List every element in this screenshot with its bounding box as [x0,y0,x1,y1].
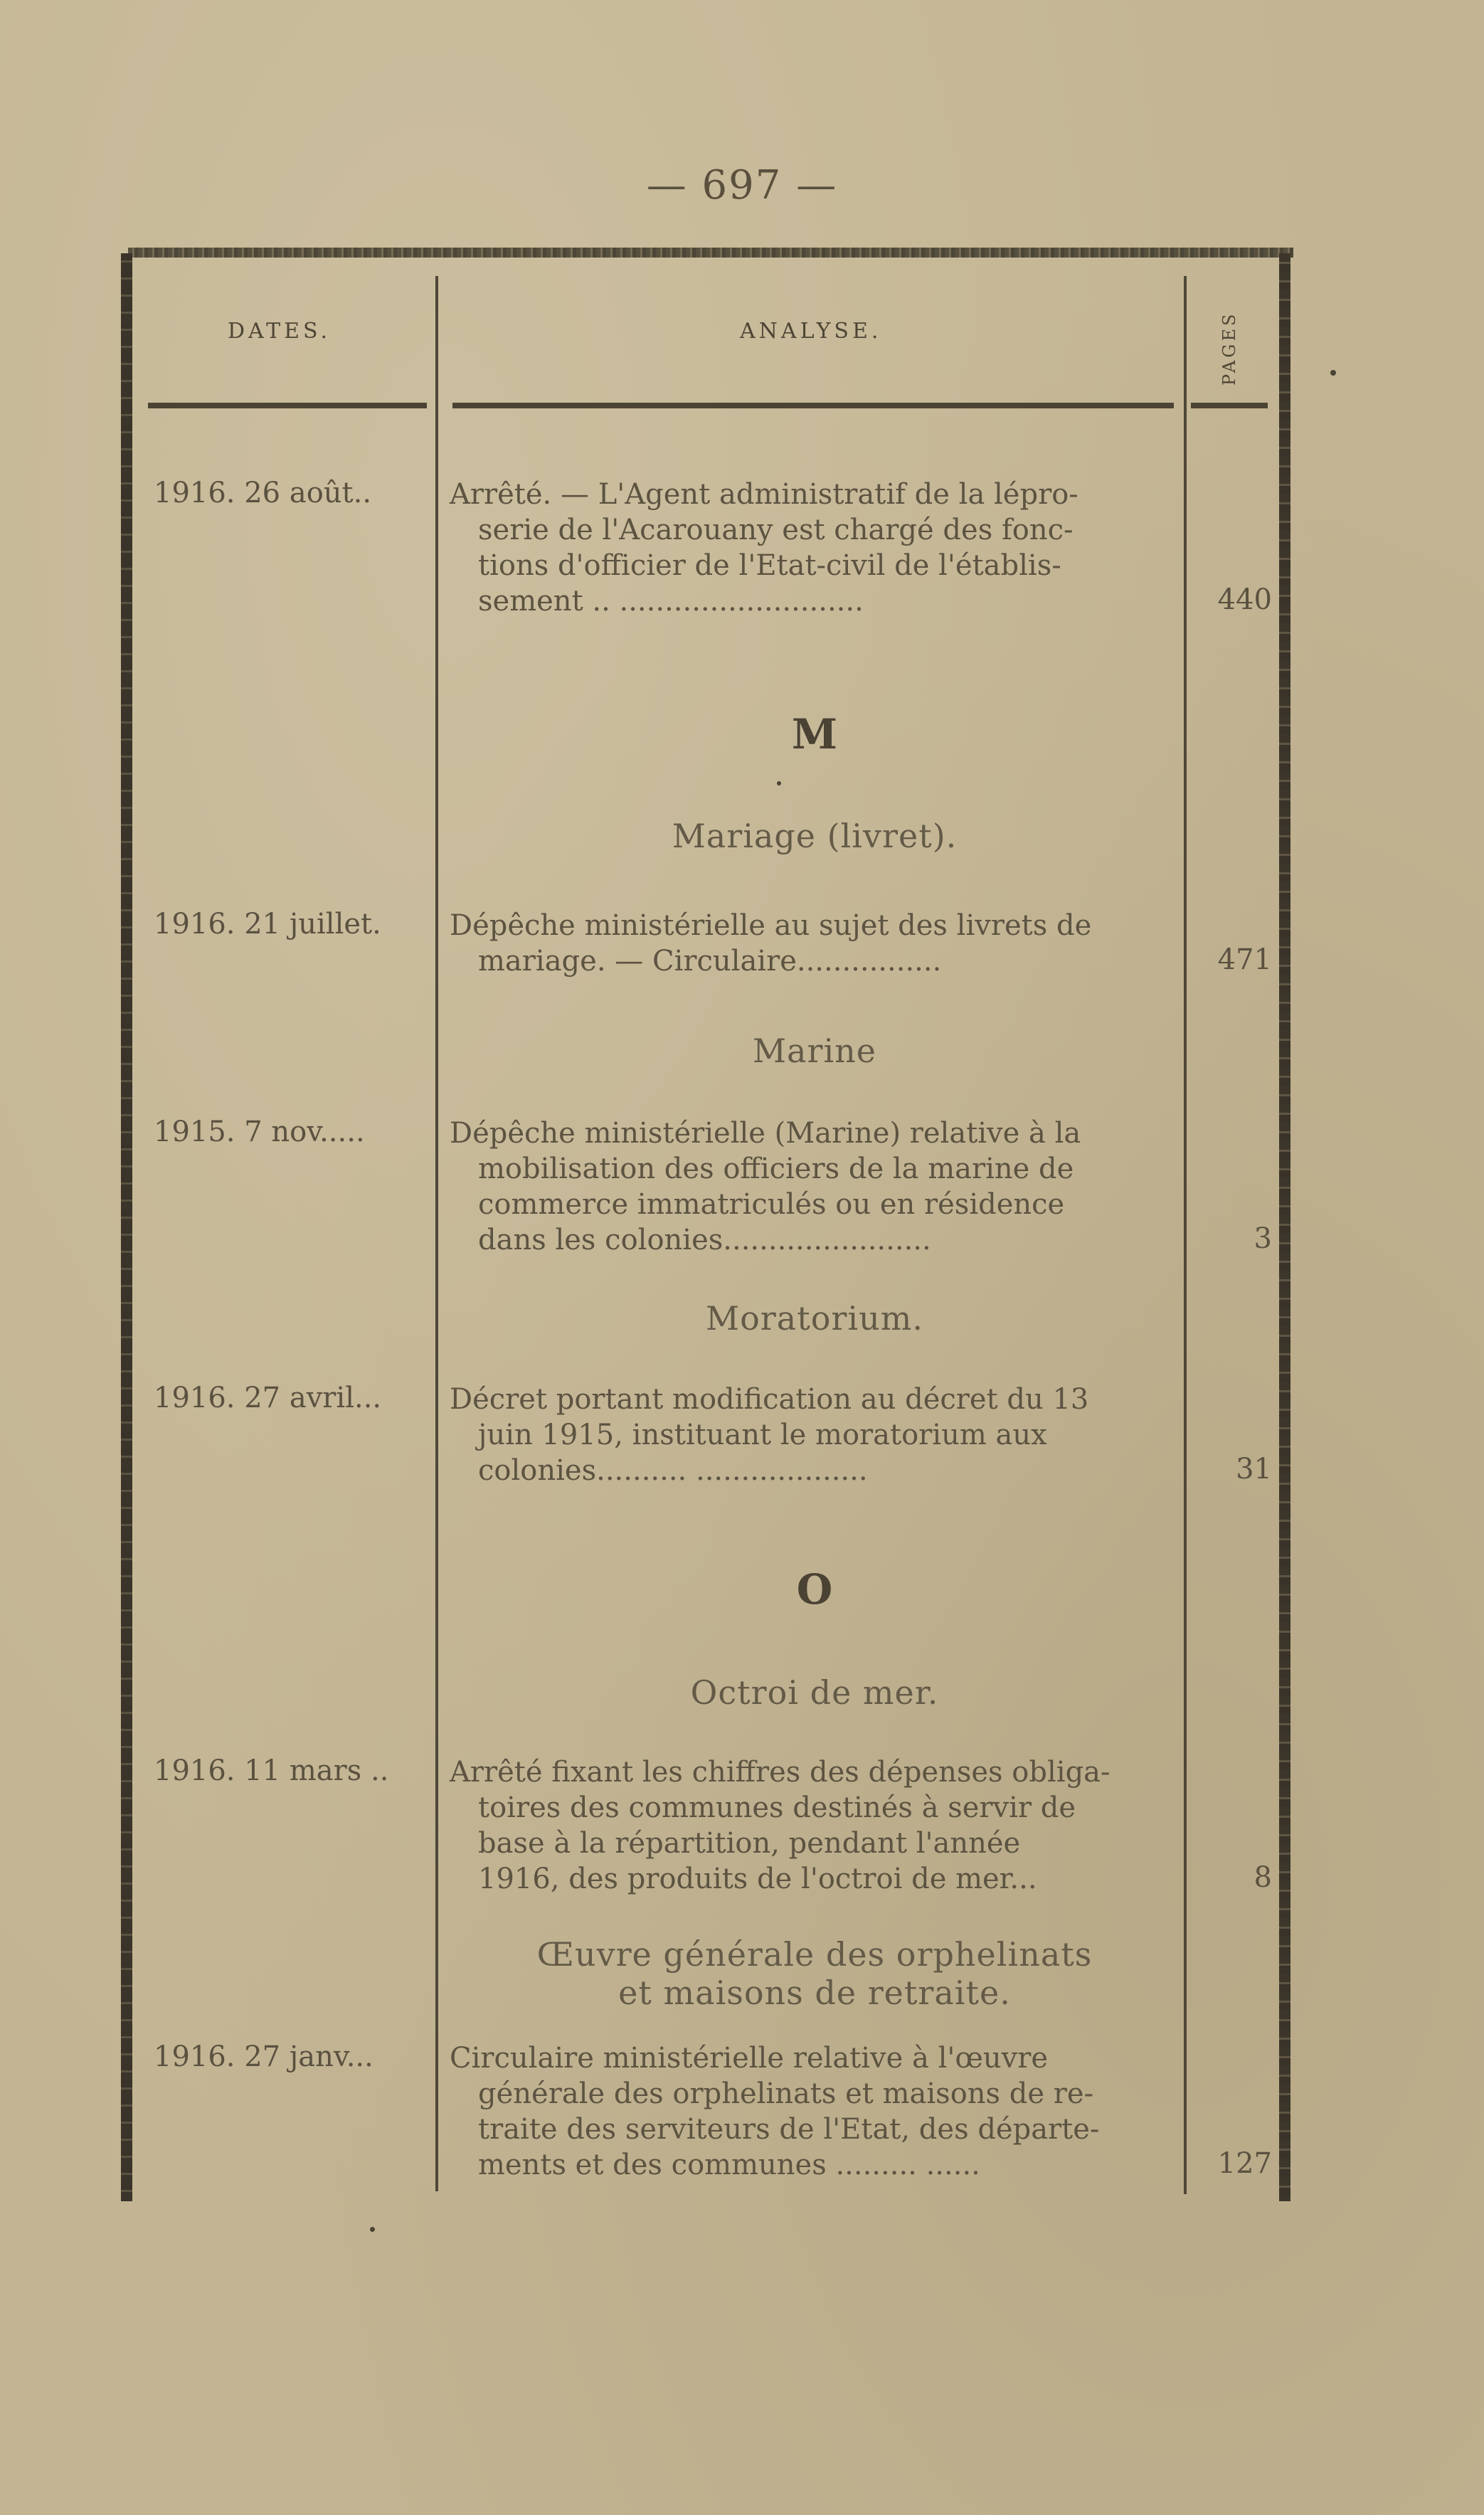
section-title-octroi: Octroi de mer. [690,1673,939,1712]
entry-date: 1916. 26 août.. [154,477,372,509]
header-rule-dates [148,403,427,408]
right-border [1279,253,1290,2201]
entry-analysis [450,1116,1177,1258]
entry-analysis [450,1754,1177,1897]
entry-line: toires des communes destinés à servir de [478,1791,1076,1824]
entry-line: mobilisation des officiers de la marine de [478,1153,1074,1185]
entry-line: commerce immatriculés ou en résidence [478,1188,1065,1221]
section-title-oeuvre [455,1935,1174,2012]
entry-page: 3 [1254,1222,1272,1255]
entry-page: 31 [1236,1453,1272,1486]
entry-line: dans les colonies....................... [478,1224,931,1256]
section-title-mariage: Mariage (livret). [672,817,958,855]
left-border [121,253,132,2201]
section-letter-m: M [791,710,838,758]
section-title-moratorium: Moratorium. [706,1299,923,1338]
entry-analysis [450,2040,1177,2183]
column-header-dates: DATES. [228,319,332,344]
section-title-oeuvre-line2: et maisons de retraite. [618,1974,1011,2012]
column-header-pages-label: PAGES [1219,311,1239,386]
entry-line: générale des orphelinats et maisons de re- [478,2077,1094,2110]
entry-date: 1916. 11 mars .. [154,1754,389,1787]
entry-line: serie de l'Acarouany est chargé des fonc- [478,514,1074,546]
entry-line: Dépêche ministérielle (Marine) relative à la [450,1117,1081,1150]
header-rule-pages [1191,403,1268,408]
entry-analysis [450,1382,1177,1488]
entry-line: tions d'officier de l'Etat-civil de l'établis- [478,549,1061,582]
page-number: — 697 — [646,162,838,208]
index-table [121,248,1293,2201]
paper-speck [777,781,781,785]
entry-line: ments et des communes ......... ...... [478,2149,980,2181]
entry-line: sement .. ........................... [478,585,864,618]
column-divider-dates [435,276,438,2191]
entry-line: traite des serviteurs de l'Etat, des départe- [478,2113,1100,2146]
paper-speck [1330,370,1336,376]
entry-line: Arrêté. — L'Agent administratif de la lépro- [450,478,1078,511]
entry-line: 1916, des produits de l'octroi de mer... [478,1863,1037,1895]
top-rule [128,248,1293,258]
entry-line: juin 1915, instituant le moratorium aux [478,1419,1047,1451]
paper-speck [370,2227,375,2232]
entry-page: 8 [1254,1861,1272,1894]
entry-line: base à la répartition, pendant l'année [478,1827,1021,1860]
column-header-analyse: ANALYSE. [740,319,882,344]
entry-line: Décret portant modification au décret du 13 [450,1383,1089,1416]
entry-line: Circulaire ministérielle relative à l'œuvre [450,2042,1049,2075]
section-letter-o: O [796,1565,833,1614]
entry-line: colonies.......... ................... [478,1454,868,1487]
entry-date: 1916. 27 janv... [154,2040,373,2073]
column-header-pages [1202,305,1252,390]
entry-analysis [450,477,1177,619]
entry-line: Arrêté fixant les chiffres des dépenses obliga- [450,1756,1111,1789]
header-rule-analyse [452,403,1174,408]
column-divider-pages [1184,276,1187,2194]
entry-analysis [450,908,1177,979]
section-title-marine: Marine [752,1032,877,1070]
entry-date: 1915. 7 nov..... [154,1116,365,1148]
entry-line: Dépêche ministérielle au sujet des livrets de [450,909,1092,942]
entry-page: 440 [1217,583,1272,616]
entry-page: 471 [1217,943,1272,976]
entry-line: mariage. — Circulaire................ [478,945,942,978]
entry-page: 127 [1217,2147,1272,2180]
section-title-oeuvre-line1: Œuvre générale des orphelinats [536,1935,1093,1974]
entry-date: 1916. 27 avril... [154,1382,382,1414]
entry-date: 1916. 21 juillet. [154,908,381,941]
